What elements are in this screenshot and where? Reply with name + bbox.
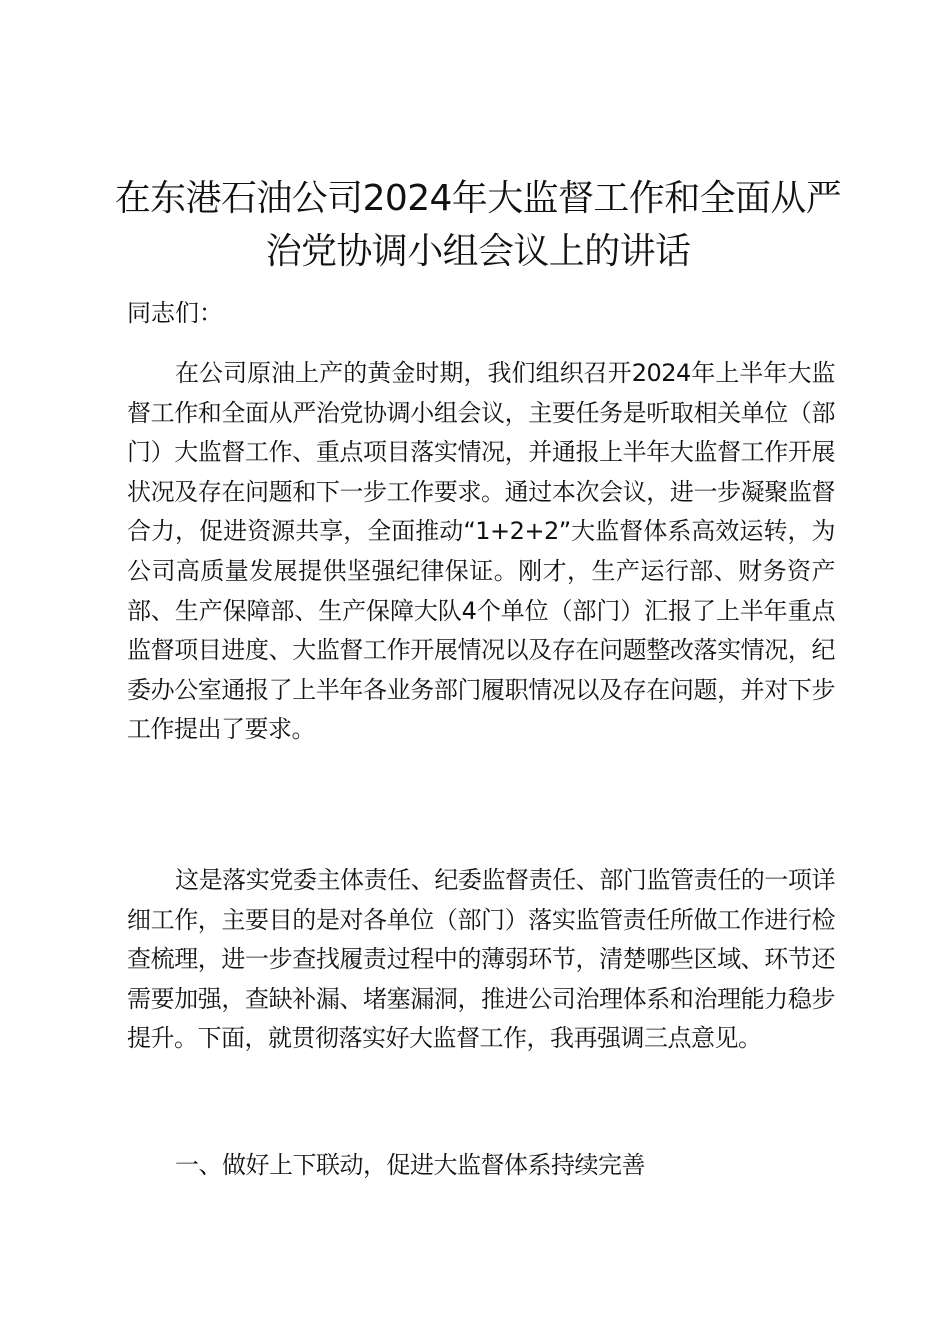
salutation: 同志们： [127, 299, 223, 327]
paragraph-2: 这是落实党委主体责任、纪委监督责任、部门监管责任的一项详细工作，主要目的是对各单位（部门）落实监管责任所做工作进行检查梳理，进一步查找履责过程中的薄弱环节，清楚哪些区域、环节还需要加强，查缺补漏、堵塞漏洞，推进公司治理体系和治理能力稳步提升。下面，就贯彻落实好大监督工作，我再强调三点意见。 [127, 866, 835, 1053]
document-title: 在东港石油公司2024年大监督工作和全面从严治党协调小组会议上的讲话 [114, 178, 842, 272]
section-heading: 一、做好上下联动，促进大监督体系持续完善 [175, 1151, 645, 1179]
paragraph-1: 在公司原油上产的黄金时期，我们组织召开2024年上半年大监督工作和全面从严治党协调小组会议，主要任务是听取相关单位（部门）大监督工作、重点项目落实情况，并通报上半年大监督工作开展状况及存在问题和下一步工作要求。通过本次会议，进一步凝聚监督合力，促进资源共享，全面推动“1+2+2”大监督体系高效运转，为公司高质量发展提供坚强纪律保证。刚才，生产运行部、财务资产部、生产保障部、生产保障大队4个单位（部门）汇报了上半年重点监督项目进度、大监督工作开展情况以及存在问题整改落实情况，纪委办公室通报了上半年各业务部门履职情况以及存在问题，并对下步工作提出了要求。 [127, 359, 835, 744]
